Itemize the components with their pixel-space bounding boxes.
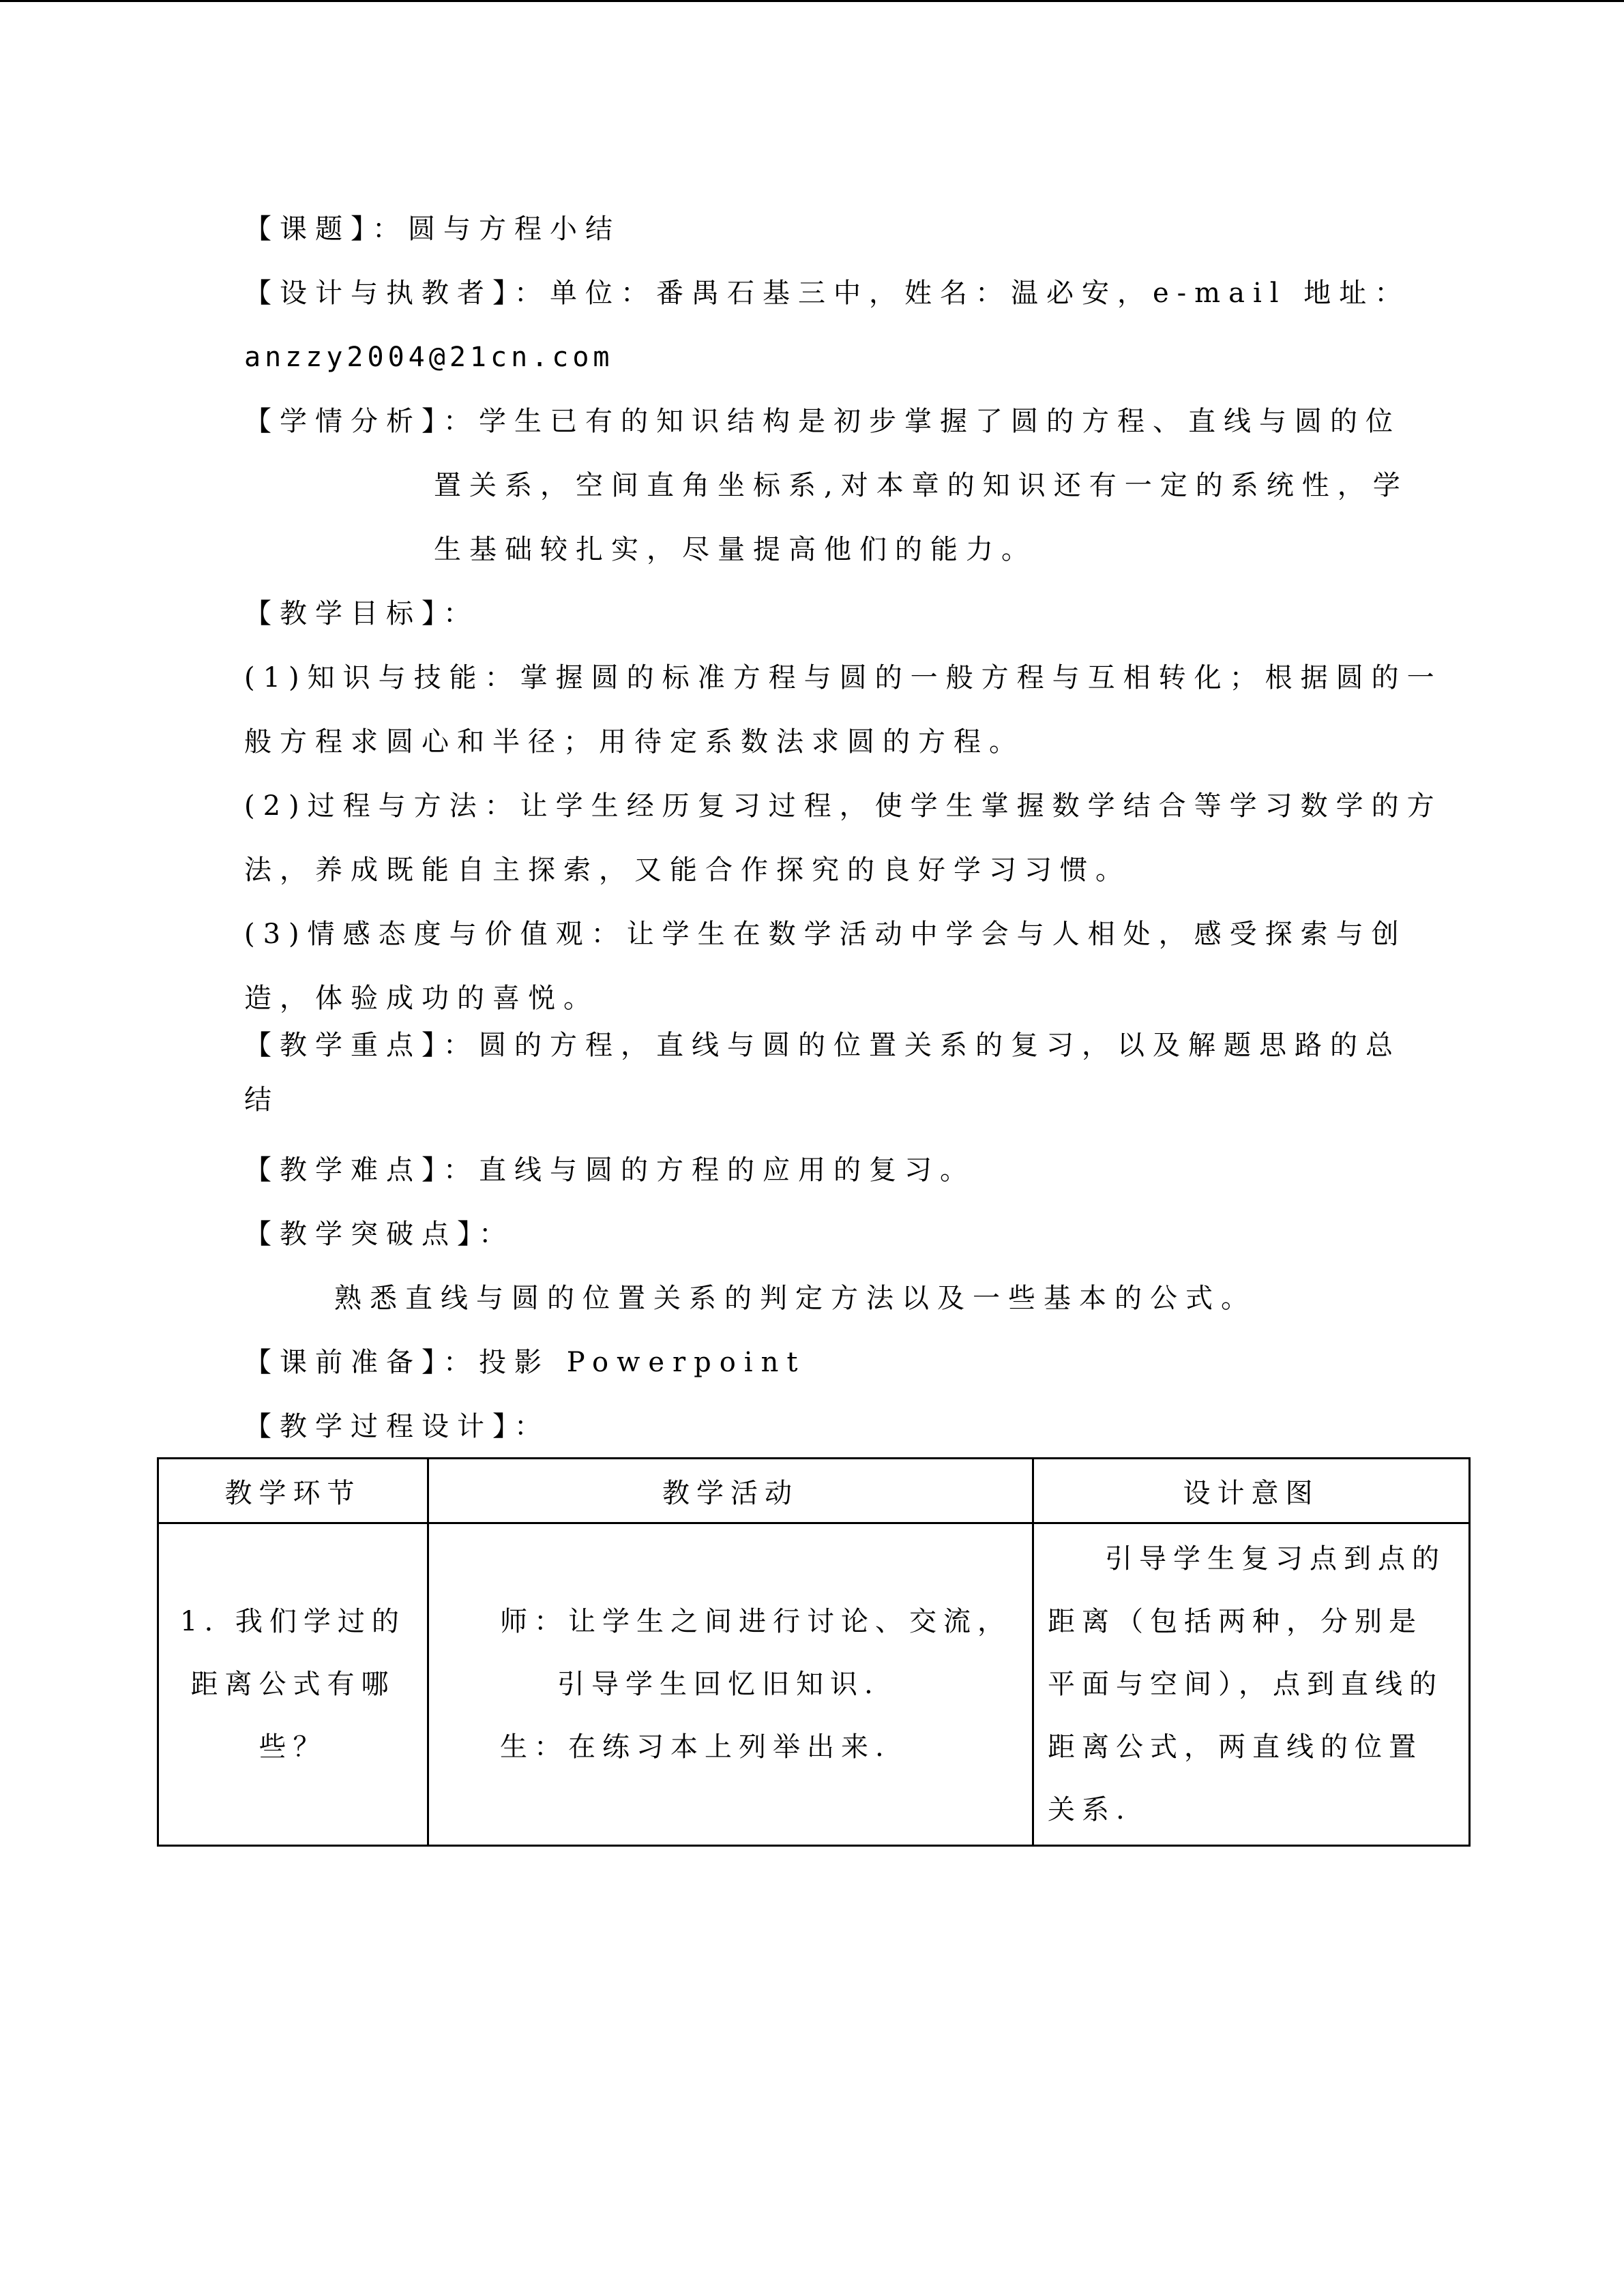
- student-analysis-line-1: 【学情分析】：学生已有的知识结构是初步掌握了圆的方程、直线与圆的位: [244, 406, 1401, 437]
- intent-line-2: 距离（包括两种，分别是: [1048, 1606, 1423, 1637]
- activity-line-1: 师：让学生之间进行讨论、交流，: [500, 1606, 1012, 1637]
- key-points-line-1: 【教学重点】：圆的方程，直线与圆的位置关系的复习，以及解题思路的总: [244, 1030, 1401, 1061]
- objective-1-line-2: 般方程求圆心和半径；用待定系数法求圆的方程。: [244, 726, 1024, 758]
- intent-cell: [1033, 1523, 1470, 1846]
- stage-cell: [158, 1523, 428, 1846]
- student-analysis-line-2: 置关系，空间直角坐标系,对本章的知识还有一定的系统性，学: [434, 470, 1408, 501]
- designer-email: anzzy2004@21cn.com: [244, 342, 614, 373]
- student-analysis-line-3: 生基础较扎实，尽量提高他们的能力。: [434, 534, 1037, 565]
- header-activity: 教学活动: [428, 1459, 1033, 1523]
- header-intent: 设计意图: [1033, 1459, 1470, 1523]
- teaching-process-table: [157, 1457, 1471, 1847]
- topic-line: 【课题】：圆与方程小结: [244, 213, 621, 245]
- intent-line-1: 引导学生复习点到点的: [1105, 1543, 1446, 1575]
- breakthrough-text: 熟悉直线与圆的位置关系的判定方法以及一些基本的公式。: [334, 1283, 1256, 1314]
- objective-3-line-1: (3)情感态度与价值观：让学生在数学活动中学会与人相处，感受探索与创: [244, 919, 1407, 950]
- process-title: 【教学过程设计】：: [244, 1411, 550, 1442]
- difficulty-line: 【教学难点】：直线与圆的方程的应用的复习。: [244, 1154, 975, 1186]
- intent-line-3: 平面与空间），点到直线的: [1048, 1669, 1443, 1700]
- objectives-title: 【教学目标】：: [244, 598, 479, 629]
- intent-line-5: 关系.: [1048, 1794, 1132, 1825]
- activity-line-3: 生：在练习本上列举出来.: [500, 1731, 891, 1763]
- activity-line-2: 引导学生回忆旧知识.: [557, 1669, 880, 1700]
- stage-line-3: 些？: [259, 1731, 327, 1763]
- breakthrough-title: 【教学突破点】：: [244, 1219, 514, 1250]
- objective-3-line-2: 造，体验成功的喜悦。: [244, 983, 599, 1014]
- objective-2-line-1: (2)过程与方法：让学生经历复习过程，使学生掌握数学结合等学习数学的方: [244, 790, 1443, 822]
- objective-1-line-1: (1)知识与技能：掌握圆的标准方程与圆的一般方程与互相转化；根据圆的一: [244, 662, 1443, 694]
- objective-2-line-2: 法，养成既能自主探索，又能合作探究的良好学习习惯。: [244, 854, 1131, 886]
- table-header-row: [158, 1459, 1470, 1523]
- intent-line-4: 距离公式，两直线的位置: [1048, 1731, 1423, 1763]
- top-border-line: [0, 0, 1624, 2]
- stage-line-1: 1. 我们学过的: [180, 1606, 406, 1637]
- activity-cell: [428, 1523, 1033, 1846]
- header-stage: 教学环节: [158, 1459, 428, 1523]
- table-row: [158, 1523, 1470, 1846]
- designer-line: 【设计与执教者】：单位：番禺石基三中，姓名：温必安，e-mail 地址：: [244, 278, 1411, 309]
- key-points-line-2: 结: [244, 1084, 280, 1116]
- stage-line-2: 距离公式有哪: [190, 1669, 396, 1700]
- preparation-line: 【课前准备】：投影 Powerpoint: [244, 1347, 806, 1378]
